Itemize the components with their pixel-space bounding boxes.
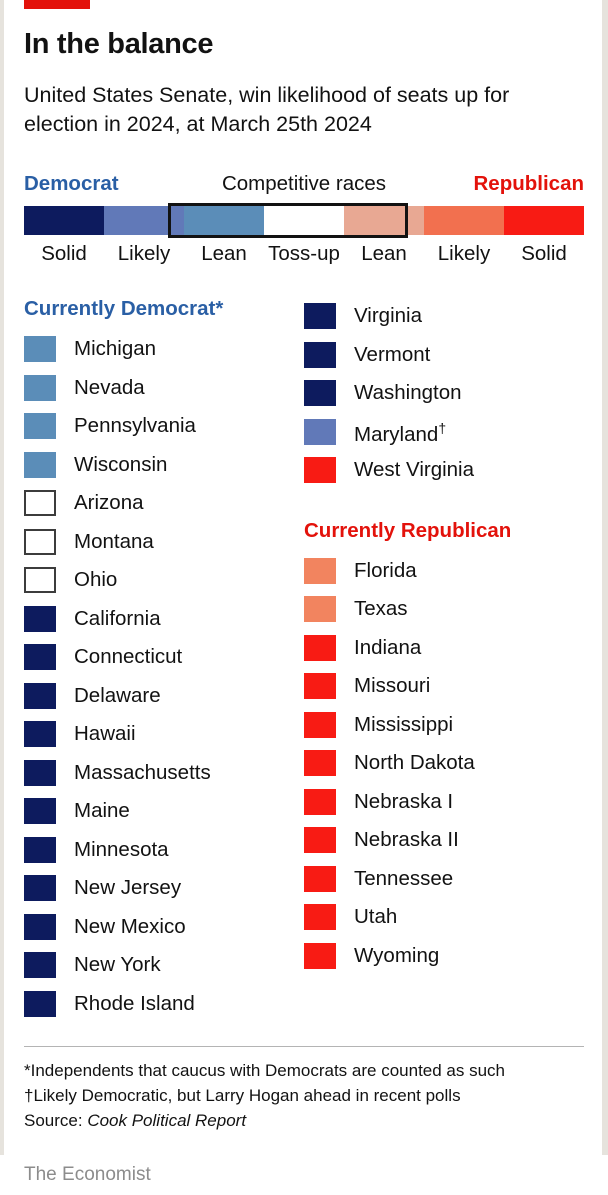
state-name-label: Maryland† — [354, 420, 447, 447]
state-name-label: New Jersey — [74, 876, 182, 900]
page-subtitle: United States Senate, win likelihood of seats up for election in 2024, at March 25th 2024 — [24, 83, 510, 136]
list-item[interactable] — [304, 667, 570, 706]
rating-swatch-icon — [304, 457, 336, 483]
list-item[interactable] — [24, 638, 290, 677]
legend-scale-segment-5 — [424, 206, 504, 235]
list-item[interactable] — [304, 552, 570, 591]
state-name-label: Arizona — [74, 491, 144, 515]
legend-tick-6: Solid — [521, 242, 567, 265]
state-name-label: Wyoming — [354, 943, 440, 967]
state-name-label: Utah — [354, 905, 398, 929]
rating-swatch-icon — [24, 567, 56, 593]
state-name-label: West Virginia — [354, 458, 475, 482]
rating-swatch-icon — [304, 712, 336, 738]
rating-swatch-icon — [304, 673, 336, 699]
rating-swatch-icon — [24, 837, 56, 863]
state-name-label: Pennsylvania — [74, 414, 196, 438]
rating-swatch-icon — [24, 991, 56, 1017]
state-name-label: Hawaii — [74, 722, 136, 746]
rating-swatch-icon — [24, 683, 56, 709]
rating-swatch-icon — [24, 529, 56, 555]
list-item[interactable] — [304, 937, 570, 976]
list-item[interactable] — [24, 754, 290, 793]
rating-swatch-icon — [24, 875, 56, 901]
rating-swatch-icon — [24, 413, 56, 439]
rating-swatch-icon — [24, 798, 56, 824]
list-item[interactable] — [304, 413, 570, 452]
legend-republican-label: Republican — [473, 172, 584, 195]
list-item[interactable] — [304, 744, 570, 783]
state-name-label: Washington — [354, 381, 462, 405]
legend-color-scale — [24, 206, 584, 235]
rating-swatch-icon — [24, 952, 56, 978]
list-item[interactable] — [304, 706, 570, 745]
state-name-label: Indiana — [354, 635, 422, 659]
list-item[interactable] — [304, 860, 570, 899]
list-item[interactable] — [304, 821, 570, 860]
state-name-label: Nebraska I — [354, 789, 454, 813]
state-name-label: New York — [74, 953, 161, 977]
list-item[interactable] — [24, 908, 290, 947]
legend-democrat-label: Democrat — [24, 172, 119, 195]
state-name-label: North Dakota — [354, 751, 475, 775]
state-name-label: Michigan — [74, 337, 157, 361]
page-left-edge — [0, 0, 4, 1195]
list-item[interactable] — [304, 451, 570, 490]
legend-labels — [24, 172, 584, 200]
footnote-maryland: †Likely Democratic, but Larry Hogan ahead in recent polls — [24, 1086, 461, 1105]
state-name-label: Montana — [74, 529, 154, 553]
list-item[interactable] — [24, 407, 290, 446]
state-list-left-column — [24, 297, 290, 1023]
rating-swatch-icon — [304, 419, 336, 445]
group-heading-currently-republican: Currently Republican — [304, 518, 512, 542]
state-name-label: Florida — [354, 558, 417, 582]
page-title: In the balance — [24, 28, 214, 60]
footnote-independents: *Independents that caucus with Democrats are counted as such — [24, 1061, 506, 1080]
footnotes — [24, 1058, 590, 1133]
rating-swatch-icon — [304, 558, 336, 584]
legend-scale-segment-2 — [184, 206, 264, 235]
list-item[interactable] — [304, 297, 570, 336]
brand-name: The Economist — [24, 1164, 151, 1185]
state-name-label: New Mexico — [74, 914, 186, 938]
list-item[interactable] — [24, 946, 290, 985]
rating-swatch-icon — [304, 789, 336, 815]
rating-swatch-icon — [304, 904, 336, 930]
rating-swatch-icon — [24, 452, 56, 478]
page-right-edge — [602, 0, 608, 1195]
rating-swatch-icon — [24, 375, 56, 401]
state-name-label: Maine — [74, 799, 130, 823]
rating-swatch-icon — [304, 635, 336, 661]
state-name-label: Vermont — [354, 342, 431, 366]
brand-accent-bar — [24, 0, 90, 9]
footnote-marker: † — [438, 420, 447, 437]
source-prefix: Source: — [24, 1111, 88, 1130]
state-name-label: California — [74, 606, 161, 630]
state-name-label: Delaware — [74, 683, 161, 707]
list-item[interactable] — [24, 792, 290, 831]
rating-swatch-icon — [304, 750, 336, 776]
rating-swatch-icon — [304, 866, 336, 892]
list-item[interactable] — [304, 898, 570, 937]
list-item[interactable] — [304, 629, 570, 668]
footer-divider — [24, 1046, 584, 1047]
list-item[interactable] — [304, 374, 570, 413]
legend-tick-labels — [24, 242, 584, 266]
state-name-label: Minnesota — [74, 837, 169, 861]
state-name-label: Ohio — [74, 568, 118, 592]
list-item[interactable] — [24, 985, 290, 1024]
rating-swatch-icon — [24, 336, 56, 362]
state-name-label: Tennessee — [354, 866, 454, 890]
state-name-label: Missouri — [354, 674, 431, 698]
legend-tick-5: Likely — [437, 242, 491, 265]
state-name-label: Virginia — [354, 304, 422, 328]
legend-tick-4: Lean — [361, 242, 407, 265]
legend-scale-segment-6 — [504, 206, 584, 235]
list-item[interactable] — [24, 715, 290, 754]
legend-scale-segment-0 — [24, 206, 104, 235]
list-item[interactable] — [24, 369, 290, 408]
state-name-label: Mississippi — [354, 712, 454, 736]
list-item[interactable] — [304, 590, 570, 629]
state-list-right-column — [304, 297, 570, 975]
state-name-label: Connecticut — [74, 645, 183, 669]
list-item[interactable] — [24, 523, 290, 562]
state-name-label: Rhode Island — [74, 991, 195, 1015]
rating-swatch-icon — [24, 721, 56, 747]
legend-scale-segment-1 — [104, 206, 184, 235]
rating-swatch-icon — [24, 644, 56, 670]
list-item[interactable] — [304, 783, 570, 822]
rating-swatch-icon — [304, 380, 336, 406]
legend-tick-1: Likely — [117, 242, 171, 265]
rating-swatch-icon — [24, 914, 56, 940]
list-item[interactable] — [24, 869, 290, 908]
list-item[interactable] — [24, 484, 290, 523]
state-name-label: Texas — [354, 597, 408, 621]
group-heading-currently-democrat: Currently Democrat* — [24, 297, 224, 320]
list-item[interactable] — [24, 831, 290, 870]
list-item[interactable] — [24, 330, 290, 369]
legend-tick-0: Solid — [41, 242, 87, 265]
list-item[interactable] — [24, 446, 290, 485]
state-name-label: Massachusetts — [74, 760, 211, 784]
source-line — [24, 1108, 590, 1133]
rating-swatch-icon — [24, 490, 56, 516]
state-name-label: Wisconsin — [74, 452, 168, 476]
rating-swatch-icon — [304, 827, 336, 853]
state-name-label: Nevada — [74, 375, 145, 399]
list-item[interactable] — [24, 677, 290, 716]
legend-scale-segment-3 — [264, 206, 344, 235]
legend-tick-3: Toss-up — [268, 242, 340, 265]
rating-swatch-icon — [304, 303, 336, 329]
source-name: Cook Political Report — [87, 1111, 247, 1130]
list-item[interactable] — [304, 336, 570, 375]
rating-swatch-icon — [304, 596, 336, 622]
legend-tick-2: Lean — [201, 242, 247, 265]
rating-swatch-icon — [24, 606, 56, 632]
state-name-label: Nebraska II — [354, 828, 459, 852]
rating-swatch-icon — [24, 760, 56, 786]
legend — [24, 172, 584, 266]
rating-swatch-icon — [304, 943, 336, 969]
legend-competitive-label: Competitive races — [221, 172, 387, 195]
rating-swatch-icon — [304, 342, 336, 368]
list-item[interactable] — [24, 561, 290, 600]
legend-scale-segment-4 — [344, 206, 424, 235]
list-item[interactable] — [24, 600, 290, 639]
